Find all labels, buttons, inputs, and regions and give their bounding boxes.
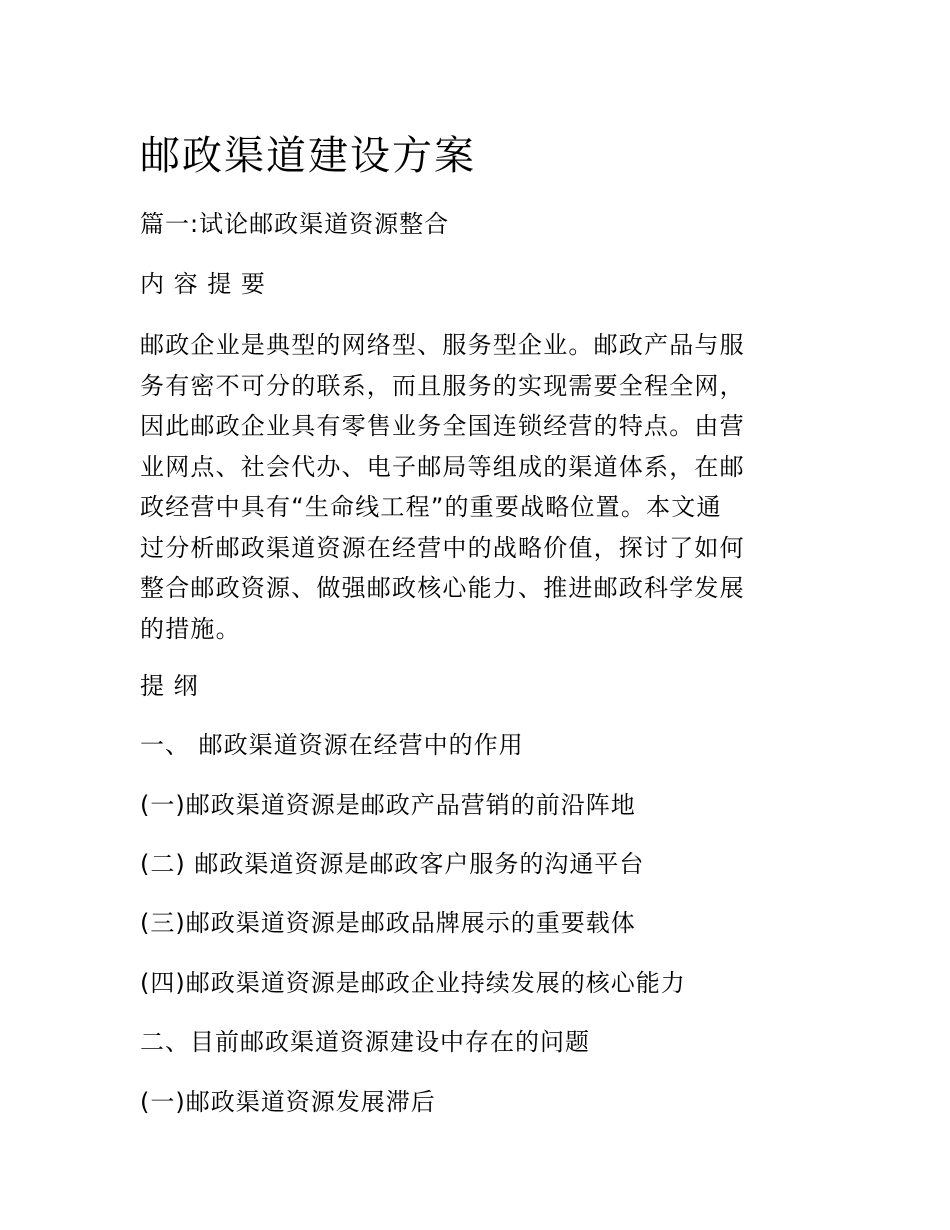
outline-heading: 提 纲 [140,672,199,700]
abstract-line: 业网点、社会代办、电子邮局等组成的渠道体系，在邮 [140,452,745,481]
abstract-line: 过分析邮政渠道资源在经营中的战略价值，探讨了如何 [140,533,745,562]
outline-item: (一)邮政渠道资源发展滞后 [140,1088,436,1116]
outline-item: 一、 邮政渠道资源在经营中的作用 [140,731,524,759]
outline-item: (一)邮政渠道资源是邮政产品营销的前沿阵地 [140,791,636,819]
abstract-line: 政经营中具有“生命线工程”的重要战略位置。本文通 [140,493,722,521]
outline-item: (二) 邮政渠道资源是邮政客户服务的沟通平台 [140,850,645,878]
abstract-line: 的措施。 [140,614,241,643]
abstract-line: 邮政企业是典型的网络型、服务型企业。邮政产品与服 [140,331,745,359]
abstract-line: 整合邮政资源、做强邮政核心能力、推进邮政科学发展 [140,574,745,602]
summary-heading: 内 容 提 要 [140,270,266,298]
outline-item: 二、目前邮政渠道资源建设中存在的问题 [140,1028,590,1056]
abstract-line: 务有密不可分的联系，而且服务的实现需要全程全网， [140,371,745,400]
outline-item: (四)邮政渠道资源是邮政企业持续发展的核心能力 [140,969,686,997]
abstract-line: 因此邮政企业具有零售业务全国连锁经营的特点。由营 [140,412,745,440]
document-title: 邮政渠道建设方案 [140,133,476,179]
document-subtitle: 篇一:试论邮政渠道资源整合 [140,210,450,238]
abstract-paragraph [140,325,795,649]
outline-item: (三)邮政渠道资源是邮政品牌展示的重要载体 [140,909,636,937]
